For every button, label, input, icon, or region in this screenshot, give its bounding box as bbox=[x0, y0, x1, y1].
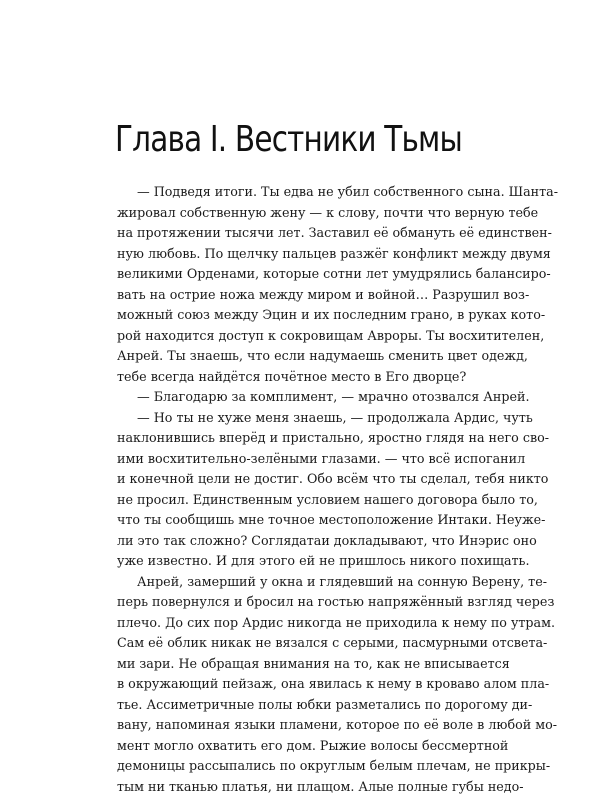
text-line: наклонившись вперёд и пристально, яростно глядя на него сво- bbox=[117, 428, 507, 449]
text-line: вану, напоминая языки пламени, которое по её воле в любой мо- bbox=[117, 715, 507, 736]
text-line: рой находится доступ к сокровищам Авроры. Ты восхитителен, bbox=[117, 326, 507, 347]
text-line: на протяжении тысячи лет. Заставил её обмануть её единствен- bbox=[117, 223, 507, 244]
text-line: — Благодарю за комплимент, — мрачно отозвался Анрей. bbox=[117, 387, 507, 408]
text-line: уже известно. И для этого ей не пришлось никого похищать. bbox=[117, 551, 507, 572]
text-line: в окружающий пейзаж, она явилась к нему в кроваво алом пла- bbox=[117, 674, 507, 695]
paragraph bbox=[117, 182, 507, 387]
text-line: Анрей. Ты знаешь, что если надумаешь сменить цвет одежд, bbox=[117, 346, 507, 367]
text-line: плечо. До сих пор Ардис никогда не приходила к нему по утрам. bbox=[117, 613, 507, 634]
text-line: великими Орденами, которые сотни лет умудрялись балансиро- bbox=[117, 264, 507, 285]
text-line: мент могло охватить его дом. Рыжие волосы бессмертной bbox=[117, 736, 507, 757]
text-line: Сам её облик никак не вязался с серыми, пасмурными отсвета- bbox=[117, 633, 507, 654]
text-line: жировал собственную жену — к слову, почти что верную тебе bbox=[117, 203, 507, 224]
text-line: не просил. Единственным условием нашего договора было то, bbox=[117, 490, 507, 511]
text-line: Анрей, замерший у окна и глядевший на сонную Верену, те- bbox=[117, 572, 507, 593]
text-line: ную любовь. По щелчку пальцев разжёг конфликт между двумя bbox=[117, 244, 507, 265]
text-line: тым ни тканью платья, ни плащом. Алые полные губы недо- bbox=[117, 777, 507, 797]
text-line: что ты сообщишь мне точное местоположение Интаки. Неуже- bbox=[117, 510, 507, 531]
text-line: демоницы рассыпались по округлым белым плечам, не прикры- bbox=[117, 756, 507, 777]
text-line: и конечной цели не достиг. Обо всём что ты сделал, тебя никто bbox=[117, 469, 507, 490]
paragraph bbox=[117, 387, 507, 408]
text-line: тебе всегда найдётся почётное место в Его дворце? bbox=[117, 367, 507, 388]
text-line: можный союз между Эцин и их последним грано, в руках кото- bbox=[117, 305, 507, 326]
paragraph bbox=[117, 408, 507, 572]
text-line: тье. Ассиметричные полы юбки разметались по дорогому ди- bbox=[117, 695, 507, 716]
text-line: перь повернулся и бросил на гостью напряжённый взгляд через bbox=[117, 592, 507, 613]
text-line: — Но ты не хуже меня знаешь, — продолжала Ардис, чуть bbox=[117, 408, 507, 429]
text-line: ми зари. Не обращая внимания на то, как не вписывается bbox=[117, 654, 507, 675]
text-line: ими восхитительно-зелёными глазами. — что всё испоганил bbox=[117, 449, 507, 470]
paragraph bbox=[117, 572, 507, 797]
chapter-title: Глава I. Вестники Тьмы bbox=[115, 118, 459, 162]
text-line: ли это так сложно? Соглядатаи докладывают, что Инэрис оно bbox=[117, 531, 507, 552]
text-line: — Подведя итоги. Ты едва не убил собственного сына. Шанта- bbox=[117, 182, 507, 203]
chapter-body bbox=[117, 182, 507, 797]
text-line: вать на острие ножа между миром и войной… Разрушил воз- bbox=[117, 285, 507, 306]
